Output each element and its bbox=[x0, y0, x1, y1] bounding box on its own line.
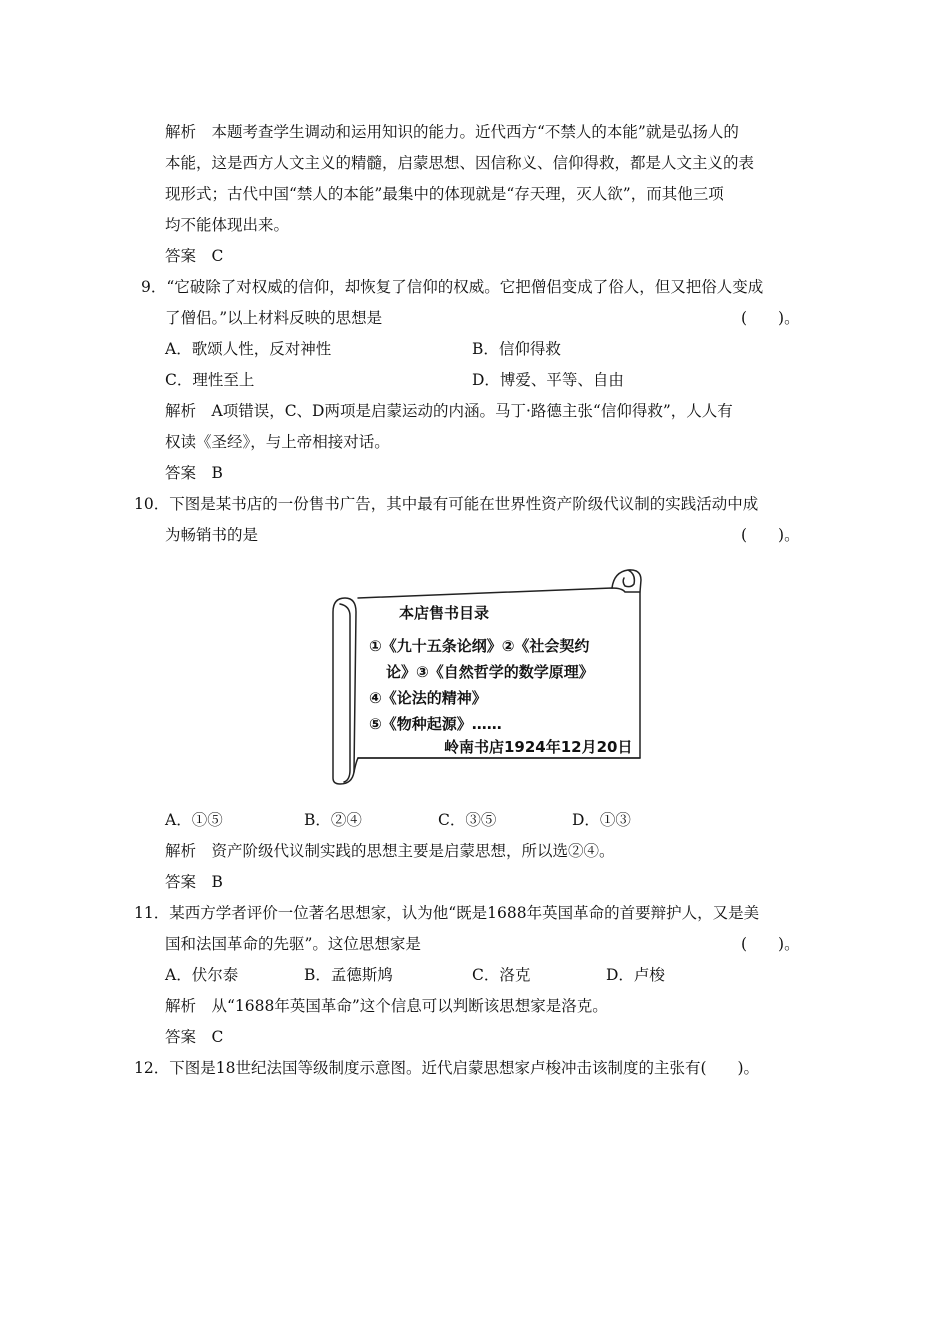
scroll-top-curl bbox=[612, 570, 641, 592]
q8-analysis-line-2: 本能，这是西方人文主义的精髓，启蒙思想、因信称义、信仰得救，都是人文主义的表 bbox=[165, 154, 755, 172]
q9-option-d: D．博爱、平等、自由 bbox=[472, 371, 624, 389]
q10-stem-line-1: 10．下图是某书店的一份售书广告，其中最有可能在世界性资产阶级代议制的实践活动中成 bbox=[134, 495, 759, 513]
q9-option-a: A．歌颂人性，反对神性 bbox=[165, 340, 332, 358]
q12-stem: 12．下图是18世纪法国等级制度示意图。近代启蒙思想家卢梭冲击该制度的主张有( )。 bbox=[134, 1059, 760, 1077]
q11-answer: 答案 C bbox=[165, 1028, 224, 1046]
q9-analysis-line-2: 权读《圣经》，与上帝相接对话。 bbox=[165, 433, 390, 451]
q9-stem-line-1: 9．“它破除了对权威的信仰，却恢复了信仰的权威。它把僧侣变成了俗人，但又把俗人变成 bbox=[141, 278, 764, 296]
q9-stem-line-2: 了僧侣。”以上材料反映的思想是 bbox=[165, 309, 383, 327]
q10-option-b: B．②④ bbox=[304, 811, 362, 829]
scroll-footer: 岭南书店1924年12月20日 bbox=[444, 738, 633, 756]
q9-analysis-line-1: 解析 A项错误，C、D两项是启蒙运动的内涵。马丁·路德主张“信仰得救”，人人有 bbox=[165, 402, 733, 420]
q11-option-c: C．洛克 bbox=[472, 966, 531, 984]
q10-analysis: 解析 资产阶级代议制实践的思想主要是启蒙思想，所以选②④。 bbox=[165, 842, 615, 860]
q11-option-a: A．伏尔泰 bbox=[165, 966, 239, 984]
q8-analysis-line-4: 均不能体现出来。 bbox=[165, 216, 290, 234]
q8-analysis-line-3: 现形式；古代中国“禁人的本能”最集中的体现就是“存天理，灭人欲”，而其他三项 bbox=[165, 185, 724, 203]
q11-stem-line-1: 11．某西方学者评价一位著名思想家，认为他“既是1688年英国革命的首要辩护人，又是美 bbox=[134, 904, 760, 922]
scroll-left-roll bbox=[333, 598, 356, 784]
q10-option-a: A．①⑤ bbox=[165, 811, 223, 829]
scroll-book-line-3: ④《论法的精神》 bbox=[369, 689, 487, 707]
q10-option-d: D．①③ bbox=[572, 811, 631, 829]
scroll-book-line-2: 论》③《自然哲学的数学原理》 bbox=[386, 663, 594, 681]
q11-answer-paren: ( )。 bbox=[741, 935, 800, 953]
q8-answer: 答案 C bbox=[165, 247, 224, 265]
q9-answer: 答案 B bbox=[165, 464, 223, 482]
q11-analysis: 解析 从“1688年英国革命”这个信息可以判断该思想家是洛克。 bbox=[165, 997, 608, 1015]
q9-option-b: B．信仰得救 bbox=[472, 340, 561, 358]
scroll-title: 本店售书目录 bbox=[399, 604, 490, 622]
scroll-book-line-1: ①《九十五条论纲》②《社会契约 bbox=[369, 637, 590, 655]
q9-option-c: C．理性至上 bbox=[165, 371, 255, 389]
q9-answer-paren: ( )。 bbox=[741, 309, 800, 327]
q11-option-d: D．卢梭 bbox=[606, 966, 665, 984]
scroll-book-line-4: ⑤《物种起源》…… bbox=[369, 715, 502, 733]
q11-stem-line-2: 国和法国革命的先驱”。这位思想家是 bbox=[165, 935, 421, 953]
q10-option-c: C．③⑤ bbox=[438, 811, 497, 829]
q10-answer: 答案 B bbox=[165, 873, 223, 891]
q8-analysis-line-1: 解析 本题考查学生调动和运用知识的能力。近代西方“不禁人的本能”就是弘扬人的 bbox=[165, 123, 739, 141]
q10-stem-line-2: 为畅销书的是 bbox=[165, 526, 259, 544]
q10-answer-paren: ( )。 bbox=[741, 526, 800, 544]
q11-option-b: B．孟德斯鸠 bbox=[304, 966, 393, 984]
